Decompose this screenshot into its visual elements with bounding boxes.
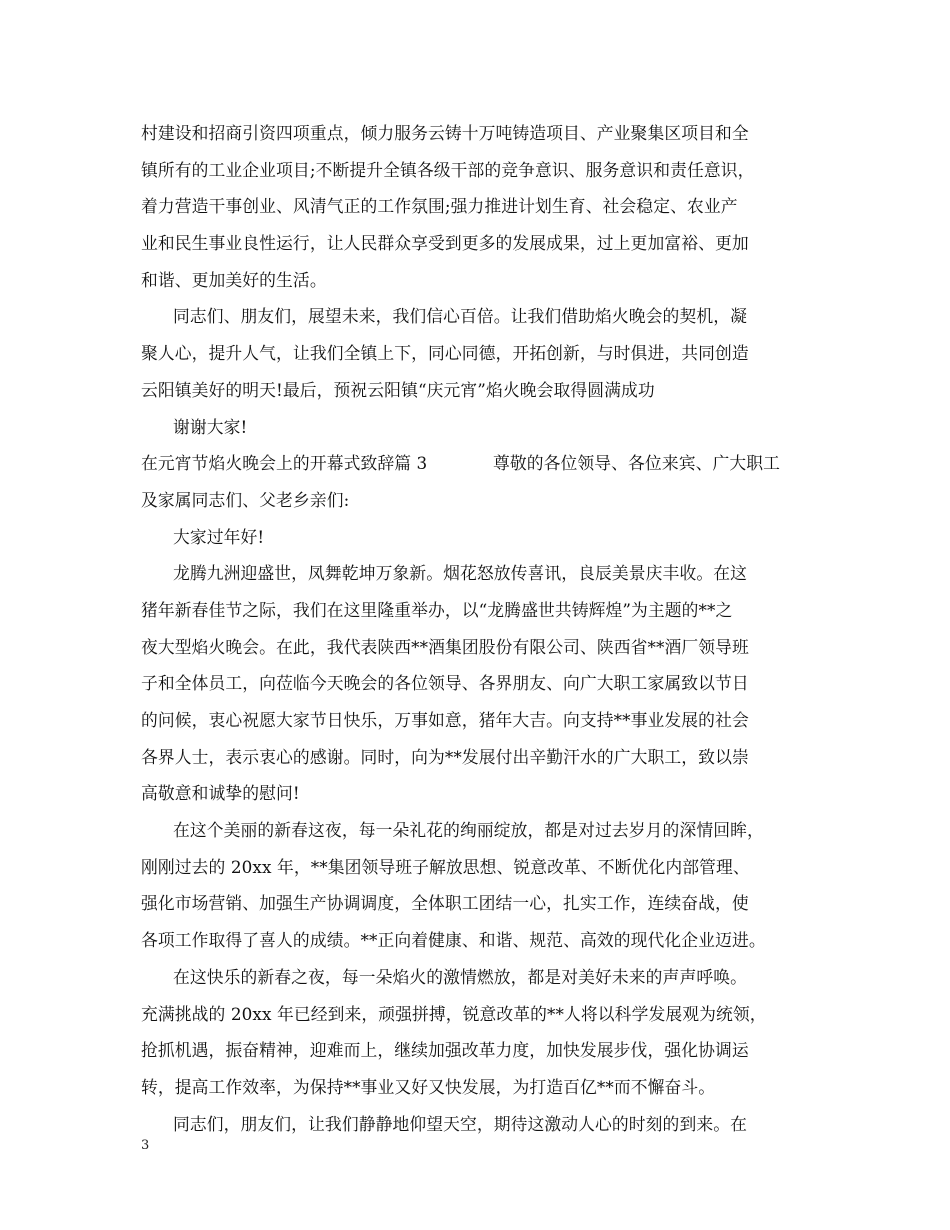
text-line: 各项工作取得了喜人的成绩。**正向着健康、和谐、规范、高效的现代化企业迈进。 bbox=[141, 930, 766, 951]
text-line: 云阳镇美好的明天!最后，预祝云阳镇“庆元宵”焰火晚会取得圆满成功 bbox=[141, 379, 655, 400]
section-heading-line bbox=[141, 445, 813, 482]
text-line: 大家过年好! bbox=[173, 526, 265, 547]
text-line: 充满挑战的 20xx 年已经到来，顽强拼搏，锐意改革的**人将以科学发展观为统领， bbox=[141, 1003, 767, 1024]
text-line: 强化市场营销、加强生产协调调度，全体职工团结一心，扎实工作，连续奋战，使 bbox=[141, 893, 749, 914]
paragraph-block-before-heading bbox=[141, 115, 813, 445]
text-line: 着力营造干事创业、风清气正的工作氛围;强力推进计划生育、社会稳定、农业产 bbox=[141, 196, 738, 217]
text-line: 在这个美丽的新春这夜，每一朵礼花的绚丽绽放，都是对过去岁月的深情回眸， bbox=[173, 820, 764, 841]
text-line: 及家属同志们、父老乡亲们: bbox=[141, 489, 350, 510]
document-body bbox=[141, 115, 813, 1142]
text-line: 子和全体员工，向莅临今天晚会的各位领导、各界朋友、向广大职工家属致以节日 bbox=[141, 673, 749, 694]
text-line: 龙腾九洲迎盛世，凤舞乾坤万象新。烟花怒放传喜讯，良辰美景庆丰收。在这 bbox=[173, 563, 747, 584]
salutation-start: 尊敬的各位领导、各位来宾、广大职工 bbox=[493, 453, 780, 474]
text-line: 和谐、更加美好的生活。 bbox=[141, 269, 327, 290]
text-line: 各界人士，表示衷心的感谢。同时，向为**发展付出辛勤汗水的广大职工，致以崇 bbox=[141, 746, 749, 767]
paragraph-block-after-heading bbox=[141, 482, 813, 1142]
page-number: 3 bbox=[141, 1138, 150, 1153]
text-line: 同志们、朋友们，展望未来，我们信心百倍。让我们借助焰火晚会的契机，凝 bbox=[173, 306, 747, 327]
text-line: 的问候，衷心祝愿大家节日快乐，万事如意，猪年大吉。向支持**事业发展的社会 bbox=[141, 710, 749, 730]
text-line: 村建设和招商引资四项重点，倾力服务云铸十万吨铸造项目、产业聚集区项目和全 bbox=[141, 123, 749, 143]
text-line: 谢谢大家! bbox=[173, 416, 248, 437]
text-line: 转，提高工作效率，为保持**事业又好又快发展，为打造百亿**而不懈奋斗。 bbox=[141, 1076, 716, 1097]
text-line: 镇所有的工业企业项目;不断提升全镇各级干部的竞争意识、服务意识和责任意识， bbox=[141, 159, 755, 180]
text-line: 聚人心，提升人气，让我们全镇上下，同心同德，开拓创新，与时俱进，共同创造 bbox=[141, 343, 749, 364]
text-line: 抢抓机遇，振奋精神，迎难而上，继续加强改革力度，加快发展步伐，强化协调运 bbox=[141, 1040, 749, 1061]
section-heading-title: 在元宵节焰火晚会上的开幕式致辞篇 3 bbox=[141, 453, 428, 474]
text-line: 高敬意和诚挚的慰问! bbox=[141, 783, 300, 804]
text-line: 业和民生事业良性运行，让人民群众享受到更多的发展成果，过上更加富裕、更加 bbox=[141, 233, 749, 254]
text-line: 夜大型焰火晚会。在此，我代表陕西**酒集团股份有限公司、陕西省**酒厂领导班 bbox=[141, 636, 749, 657]
text-line: 刚刚过去的 20xx 年，**集团领导班子解放思想、锐意改革、不断优化内部管理、 bbox=[141, 856, 750, 877]
text-line: 猪年新春佳节之际，我们在这里隆重举办，以“龙腾盛世共铸辉煌”为主题的**之 bbox=[141, 599, 733, 620]
text-line: 在这快乐的新春之夜，每一朵焰火的激情燃放，都是对美好未来的声声呼唤。 bbox=[173, 966, 747, 987]
text-line: 同志们，朋友们，让我们静静地仰望天空，期待这激动人心的时刻的到来。在 bbox=[173, 1113, 747, 1134]
